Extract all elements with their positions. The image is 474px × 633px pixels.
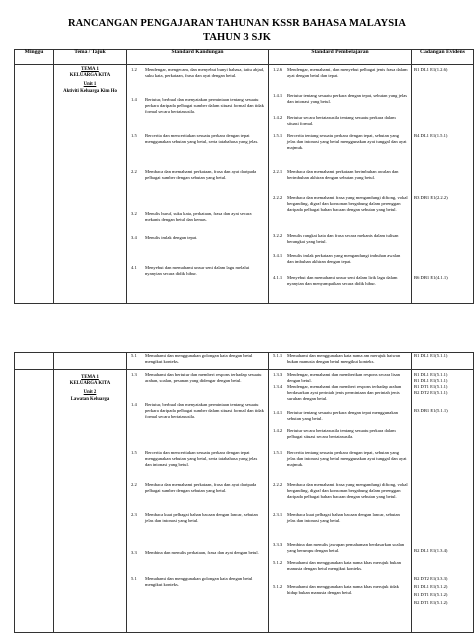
theme-label: TEMA 1 KELUARGA KITA Unit 1 Aktiviti Keluarga Kim Ho — [63, 67, 117, 94]
standard-text: Membaca dan memahami perkataan, frasa dan ayat daripada pelbagai sumber dengan sebutan yang betul. — [145, 169, 257, 181]
standard-text: Mendengar, memahami, dan menyebut pelbagai jenis frasa dalam ayat dengan betul dan tepat. — [287, 67, 408, 79]
standard-code: 1.5 — [131, 133, 137, 138]
standard-text: Menulis rangkai kata dan frasa secara mekanis dalam tulisan berangkai yang betul. — [287, 233, 399, 245]
standard-code: 1.4 — [131, 402, 137, 407]
week-cell — [15, 65, 54, 304]
standard-code: 2.2.2 — [273, 195, 283, 200]
standard-code: 3.3 — [131, 550, 137, 555]
standard-text: Membaca kuat pelbagai bahan bacaan dengan lancar, sebutan jelas dan intonasi yang betul. — [145, 512, 258, 524]
evidence-code: B1 DL1 E1(5.1.2) — [414, 584, 448, 589]
standard-code: 1.5.1 — [273, 450, 283, 455]
standard-text: Bercerita tentang sesuatu perkara dengan tepat, sebutan yang jelas dan intonasi yang betul menggunakan ayat tunggal dan ayat majmuk. — [287, 133, 407, 151]
standard-text: Membaca dan memahami perkataan, frasa dan ayat daripada pelbagai sumber dengan sebutan yang betul. — [145, 482, 257, 494]
standard-code: 2.3 — [131, 512, 137, 517]
evidence-code: B3 DB1 E1(5.1.1) — [414, 408, 448, 413]
standard-pembelajaran-cell — [269, 370, 412, 633]
standard-pembelajaran-cell — [269, 65, 412, 304]
evidence-code: B2 DT2 E1(3.3.3) — [414, 576, 448, 581]
evidence-code: B1 DL1 E1(5.1.1) — [414, 353, 448, 358]
plan-table-2 — [14, 352, 474, 633]
standard-code: 2.2.1 — [273, 169, 283, 174]
standard-code: 2.2.2 — [273, 482, 283, 487]
standard-code: 5.1 — [131, 353, 137, 358]
standard-code: 1.4.2 — [273, 115, 283, 120]
standard-text: Memahami dan menggunakan kata nama khas merujuk bukan manusia dengan betul mengikut konteks. — [287, 560, 401, 572]
evidence-code: B2 DT1 E1(5.1.2) — [414, 600, 448, 605]
header-row — [15, 50, 474, 65]
standard-text: Memahami dan menggunakan golongan kata dengan betul mengikut konteks. — [145, 353, 253, 365]
standard-code: 2.3.1 — [273, 512, 283, 517]
standard-code: 5.1.2 — [273, 584, 283, 589]
week-cell — [15, 370, 54, 633]
header-evidens: Cadangan Evidens — [412, 50, 474, 65]
plan-table-1 — [14, 49, 474, 304]
standard-code: 1.3.3 — [273, 372, 283, 377]
standard-code: 3.2.2 — [273, 233, 283, 238]
standard-kandungan-cell — [127, 353, 269, 370]
standard-code: 5.1 — [131, 576, 137, 581]
evidence-code: B1 DL1 E1(1.2.6) — [414, 67, 448, 72]
standard-text: Bertutur secara bertatasusila tentang sesuatu perkara dalam pelbagai situasi secara bertatasusila. — [287, 428, 396, 440]
evidence-code: B4 DL1 E1(1.5.1) — [414, 133, 448, 138]
standard-text: Memahami dan bertutur dan memberi respons terhadap sesuatu arahan, soalan, pesanan yang didengar dengan betul. — [145, 372, 262, 384]
standard-text: Mendengar, memahami dan memberi respons terhadap arahan berdasarkan ayat perintah jenis permintaan dan perintah jenis suruhan dengan betul. — [287, 384, 402, 402]
table-row — [15, 65, 474, 304]
evidence-code: B1 DL1 E1(5.1.1) — [414, 372, 448, 377]
standard-text: Membina dan menulis jawapan pemahaman berdasarkan soalan yang berumpu dengan betul. — [287, 542, 405, 554]
evidence-code: B2 DL1 E1(1.3.4) — [414, 548, 448, 553]
table-row — [15, 353, 474, 370]
standard-code: 2.2 — [131, 169, 137, 174]
standard-kandungan-cell — [127, 65, 269, 304]
standard-text: Menyebut dan memahami unsur seni dalam lirik lagu dalam nyanyian dan menyampaikan secara didik hibur. — [287, 275, 398, 287]
standard-code: 1.5.1 — [273, 133, 283, 138]
standard-code: 3.4.1 — [273, 253, 283, 258]
header-standard-kandungan: Standard Kandungan — [127, 50, 269, 65]
standard-code: 3.3.3 — [273, 542, 283, 547]
standard-code: 1.3.4 — [273, 384, 283, 389]
standard-code: 2.2 — [131, 482, 137, 487]
standard-code: 1.4.2 — [273, 428, 283, 433]
standard-code: 1.2.6 — [273, 67, 283, 72]
standard-text: Membaca dan memahami frasa yang mengandungi diftong, vokal berganding, digraf dan konsonan bergabung dalam perenggan daripada pelbagai bahan bacaan dengan sebutan yang betul. — [287, 482, 408, 500]
evidence-code: B1 DL1 E1(5.1.1) — [414, 378, 448, 383]
standard-text: Membaca dan memahami frasa yang mengandungi diftong, vokal berganding, digraf dan konsonan bergabung dalam perenggan daripada pelbagai bahan bacaan dengan sebutan yang betul. — [287, 195, 408, 213]
standard-code: 4.1 — [131, 265, 137, 270]
header-standard-pembelajaran: Standard Pembelajaran — [269, 50, 412, 65]
header-tema: Tema / Tajuk — [54, 50, 127, 65]
standard-text: Membina dan menulis perkataan, frasa dan ayat dengan betul. — [145, 550, 259, 555]
standard-code: 5.1.1 — [273, 353, 283, 358]
document-subtitle: TAHUN 3 SJK — [203, 32, 271, 43]
table-row — [15, 370, 474, 633]
standard-code: 4.1.1 — [273, 275, 283, 280]
standard-text: Membaca dan memahami perkataan berimbuhan awalan dan berimbuhan akhiran dengan sebutan yang betul. — [287, 169, 399, 181]
standard-text: Bertutur, berbual dan menyatakan permintaan tentang sesuatu perkara daripada pelbagai sumber dalam situasi formal dan tidak formal secara bertatasusila. — [145, 402, 264, 420]
theme-cell — [54, 353, 127, 370]
standard-code: 3.4 — [131, 235, 137, 240]
standard-text: Bertutur tentang sesuatu perkara dengan tepat menggunakan sebutan yang betul. — [287, 410, 398, 422]
standard-text: Mendengar, mengecam, dan menyebut bunyi bahasa, iaitu abjad, suku kata, perkataan, frasa dan ayat dengan betul. — [145, 67, 265, 79]
standard-text: Bercerita dan menceritakan sesuatu perkara dengan tepat menggunakan sebutan yang betul, serta tatabahasa yang jelas. — [145, 133, 259, 145]
document-title: RANCANGAN PENGAJARAN TAHUNAN KSSR BAHASA MALAYSIA — [67, 18, 407, 29]
standard-code: 1.4.1 — [273, 410, 283, 415]
standard-text: Bercerita dan menceritakan sesuatu perkara dengan tepat menggunakan sebutan yang betul, serta tatabahasa yang jelas dan intonasi yang betul. — [145, 450, 258, 468]
evidence-cell — [412, 65, 474, 304]
standard-text: Bertutur secara bertatasusila tentang sesuatu perkara dalam situasi formal. — [287, 115, 396, 127]
standard-kandungan-cell — [127, 370, 269, 633]
evidence-code: B6 DB1 E1(4.1.1) — [414, 275, 448, 280]
theme-cell — [54, 65, 127, 304]
standard-text: Menyebut dan memahami unsur seni dalam lagu melalui nyanyian secara didik hibur. — [145, 265, 250, 277]
evidence-code: B3 DB1 E1(2.2.2) — [414, 195, 448, 200]
standard-text: Memahami dan menggunakan golongan kata dengan betul mengikut konteks. — [145, 576, 253, 588]
standard-text: Bertutur, berbual dan menyatakan permintaan tentang sesuatu perkara daripada pelbagai sumber dalam situasi formal dan tidak formal secara bertatasusila. — [145, 97, 264, 115]
standard-text: Memahami dan menggunakan kata nama khas merujuk tidak hidup bukan manusia dengan betul. — [287, 584, 399, 596]
standard-code: 1.2 — [131, 67, 137, 72]
standard-text: Bercerita tentang sesuatu perkara dengan tepat, sebutan yang jelas dan intonasi yang betul menggunakan ayat tunggal dan ayat majmuk. — [287, 450, 407, 468]
standard-pembelajaran-cell — [269, 353, 412, 370]
header-minggu: Minggu — [15, 50, 54, 65]
evidence-cell — [412, 353, 474, 370]
evidence-code: B1 DT1 E1(5.1.2) — [414, 592, 448, 597]
standard-text: Bertutur tentang sesuatu perkara dengan tepat, sebutan yang jelas dan intonasi yang betul. — [287, 93, 408, 105]
standard-text: Menulis imlak perkataan yang mengandungi imbuhan awalan dan imbuhan akhiran dengan tepat. — [287, 253, 401, 265]
theme-label: TEMA 1 KELUARGA KITA Unit 2 Lawatan Keluarga — [69, 375, 111, 402]
standard-code: 1.4.1 — [273, 93, 283, 98]
standard-text: Menulis imlak dengan tepat. — [145, 235, 198, 240]
standard-code: 3.2 — [131, 211, 137, 216]
standard-code: 5.1.2 — [273, 560, 283, 565]
standard-text: Membaca kuat pelbagai bahan bacaan dengan lancar, sebutan jelas dan intonasi yang betul. — [287, 512, 400, 524]
evidence-code: B1 DT1 E1(5.1.1) — [414, 384, 448, 389]
week-cell — [15, 353, 54, 370]
evidence-cell — [412, 370, 474, 633]
standard-text: Memahami dan menggunakan kata nama am merujuk haiwan bukan manusia dengan betul mengikut konteks. — [287, 353, 401, 365]
evidence-code: B2 DT2 E1(5.1.1) — [414, 390, 448, 395]
standard-text: Mendengar, memahami dan memberikan respons secara lisan dengan betul. — [287, 372, 400, 384]
theme-cell — [54, 370, 127, 633]
standard-code: 1.5 — [131, 450, 137, 455]
standard-text: Menulis huruf, suku kata, perkataan, frasa dan ayat secara mekanis dengan betul dan kemas. — [145, 211, 252, 223]
standard-code: 1.3 — [131, 372, 137, 377]
standard-code: 1.4 — [131, 97, 137, 102]
